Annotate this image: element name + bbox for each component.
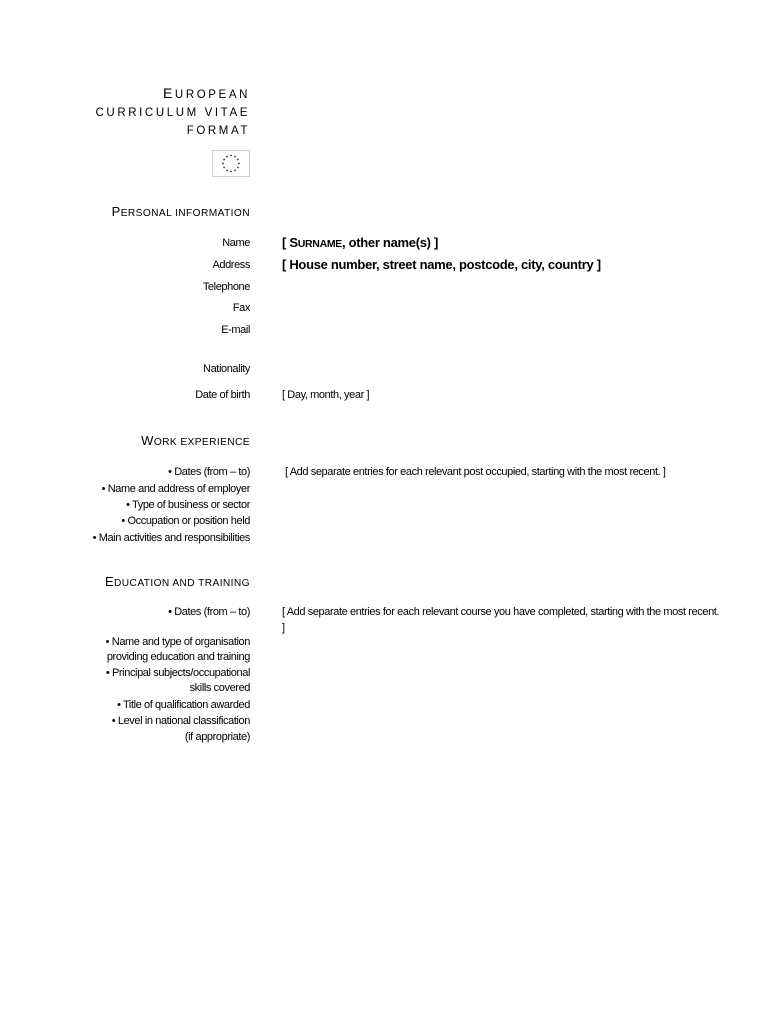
label-name: Name — [222, 237, 250, 249]
cv-title — [96, 84, 250, 140]
label-fax: Fax — [232, 302, 250, 314]
value-dob: [ Day, month, year ] — [282, 389, 370, 401]
work-label-activities: • Main activities and responsibilities — [92, 532, 250, 544]
work-value: [ Add separate entries for each relevant post occupied, starting with the most recent. ] — [285, 466, 666, 478]
work-label-business: • Type of business or sector — [126, 499, 250, 511]
edu-label-level-1: • Level in national classification — [111, 715, 250, 727]
work-label-employer: • Name and address of employer — [101, 483, 250, 495]
edu-label-dates: • Dates (from – to) — [168, 606, 250, 618]
section-heading-personal: PERSONAL INFORMATION — [111, 204, 250, 219]
label-telephone: Telephone — [202, 281, 250, 293]
edu-label-subjects-2: skills covered — [189, 682, 250, 694]
label-email: E-mail — [221, 324, 250, 336]
edu-label-qualification: • Title of qualification awarded — [117, 699, 250, 711]
title-line-3: FORMAT — [186, 125, 250, 137]
edu-label-subjects-1: • Principal subjects/occupational — [105, 667, 250, 679]
edu-label-level-2: (if appropriate) — [184, 731, 250, 743]
value-address: [ House number, street name, postcode, city, country ] — [282, 257, 601, 272]
edu-label-org-2: providing education and training — [106, 651, 250, 663]
edu-label-org-1: • Name and type of organisation — [105, 636, 250, 648]
work-label-occupation: • Occupation or position held — [121, 515, 250, 527]
edu-value: [ Add separate entries for each relevant course you have completed, starting with the most recent. ] — [282, 606, 720, 634]
label-dob: Date of birth — [195, 389, 250, 401]
work-label-dates: • Dates (from – to) — [168, 466, 250, 478]
label-nationality: Nationality — [203, 363, 250, 375]
title-line-2: CURRICULUM VITAE — [95, 107, 250, 119]
eu-flag-icon — [212, 150, 250, 177]
section-heading-education: EDUCATION AND TRAINING — [104, 574, 250, 589]
value-name: [ SURNAME, other name(s) ] — [282, 235, 439, 250]
label-address: Address — [212, 259, 250, 271]
title-line-1: EUROPEAN — [162, 85, 250, 101]
section-heading-work: WORK EXPERIENCE — [141, 433, 250, 448]
